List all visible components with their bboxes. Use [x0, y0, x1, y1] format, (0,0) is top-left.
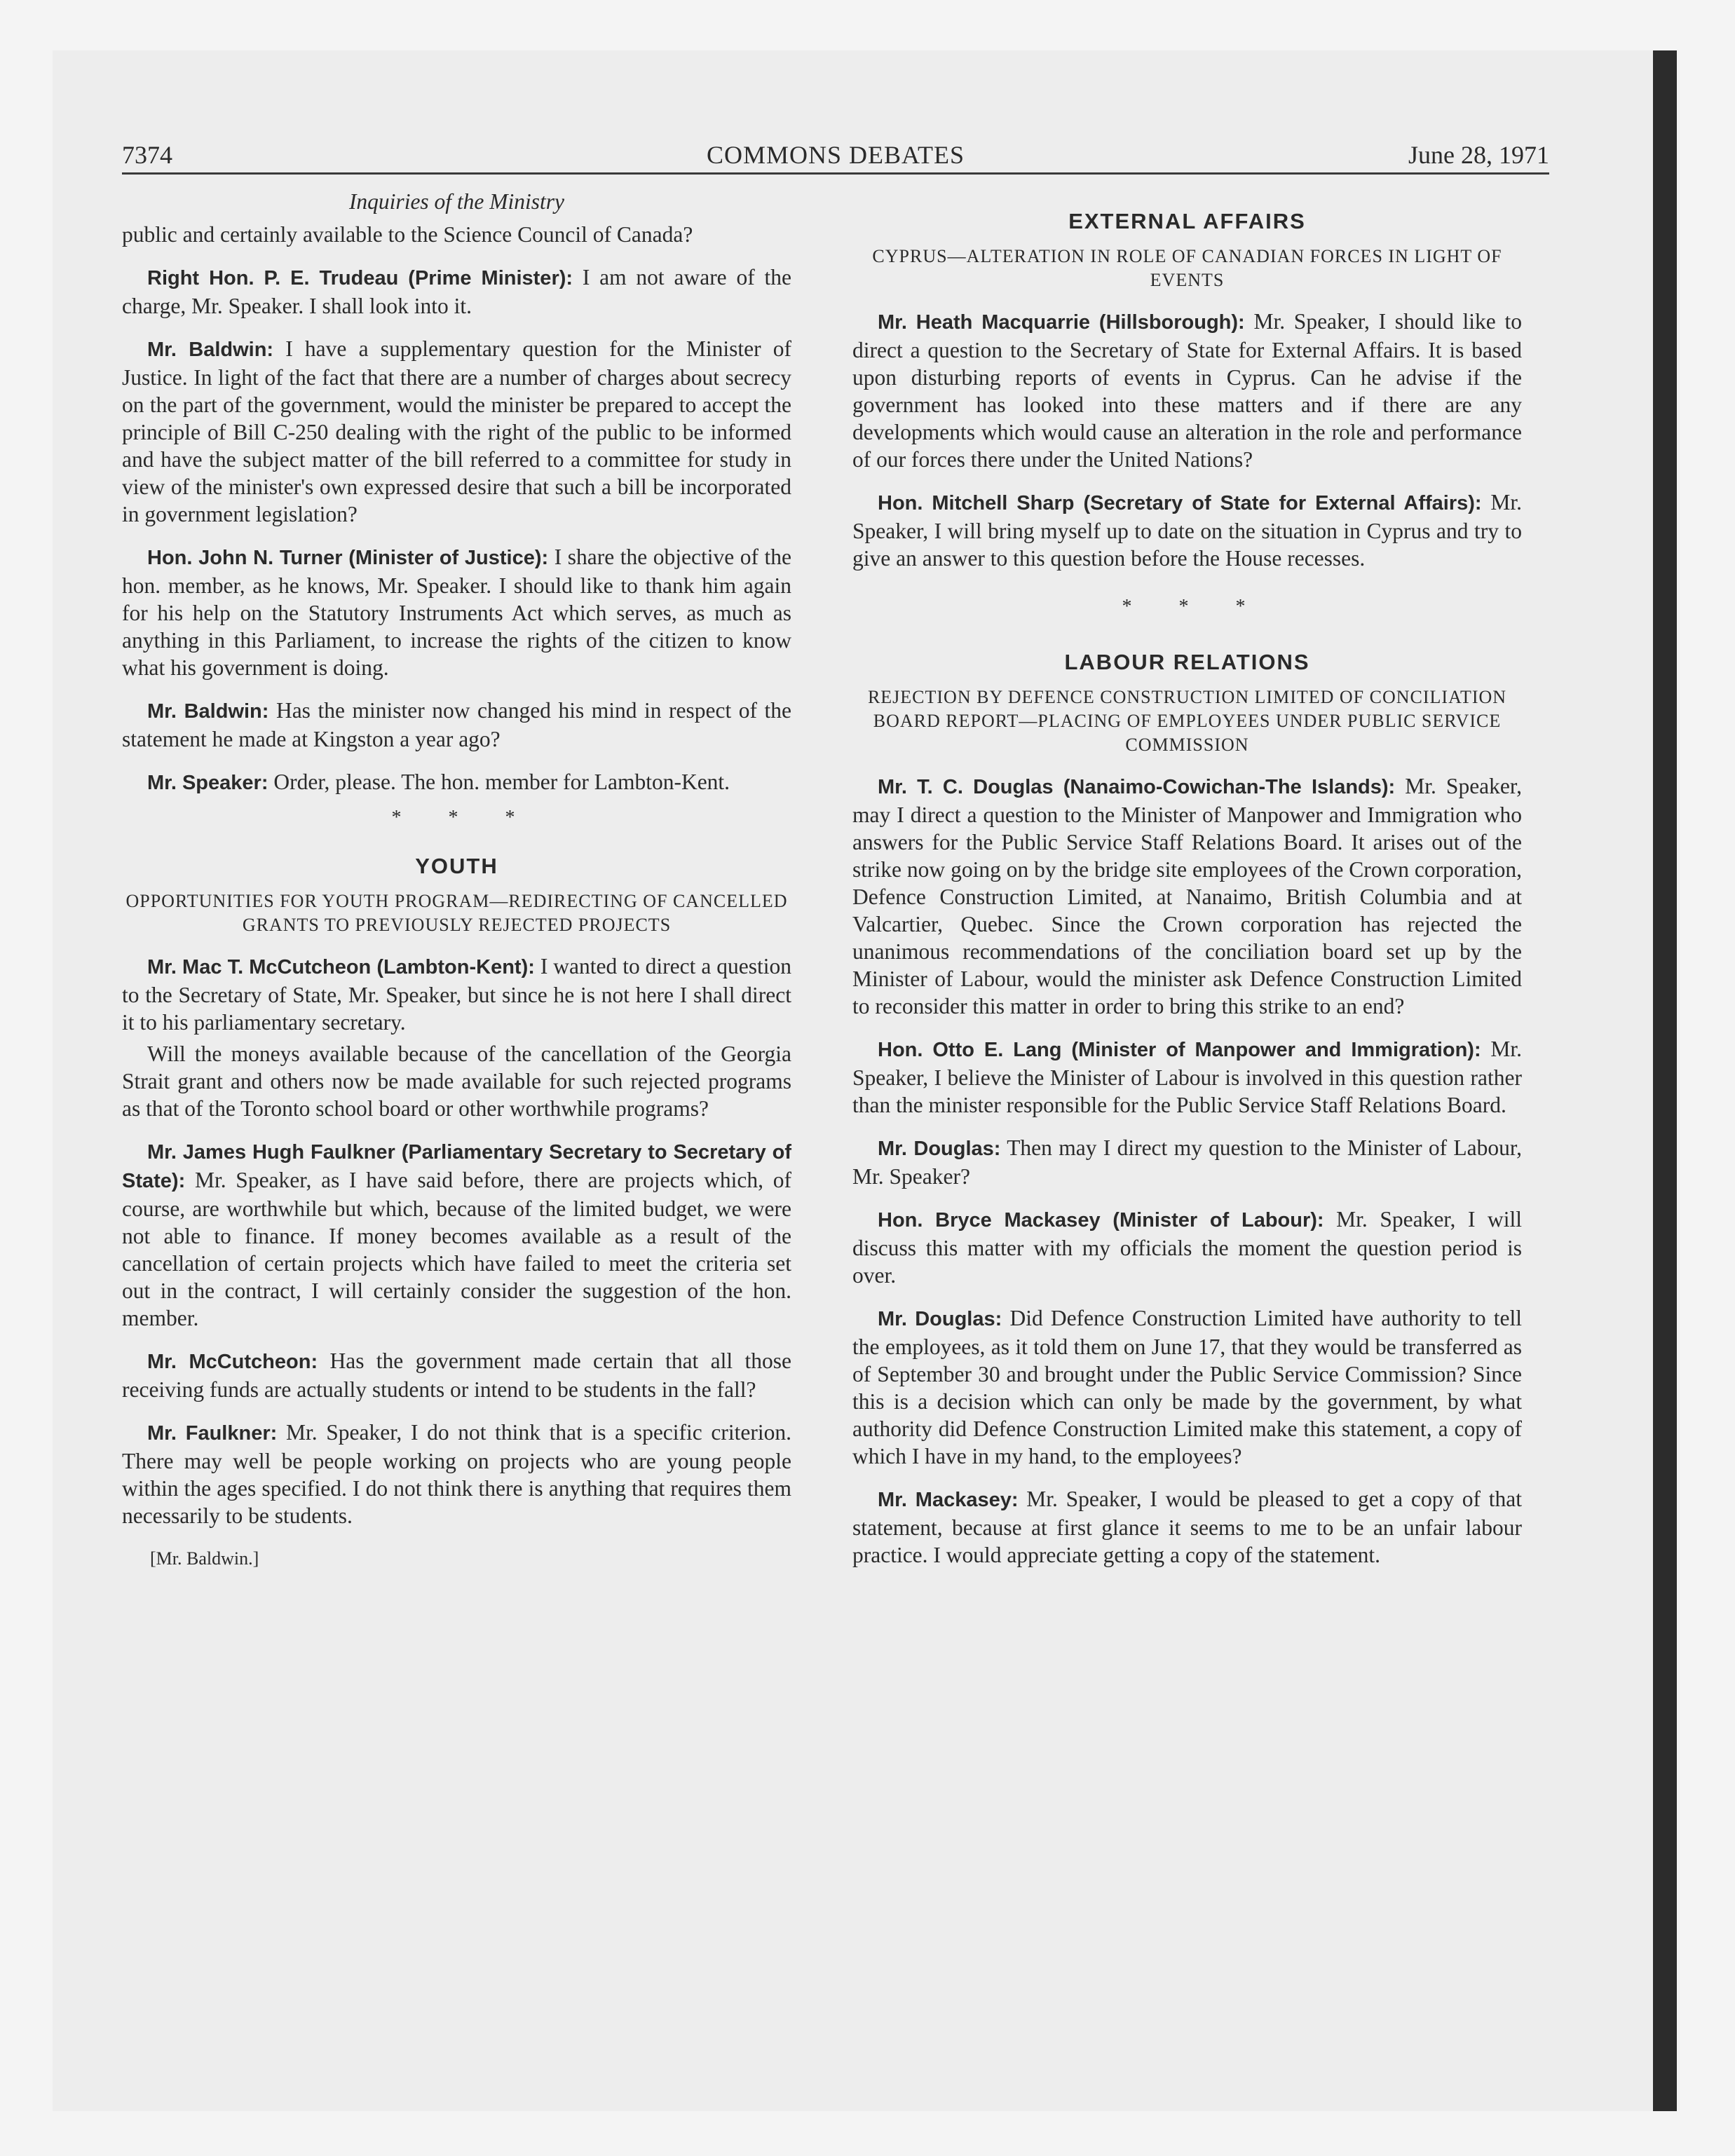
paragraph-text: Mr. Speaker, I believe the Minister of Labour is involved in this question rather than the minister responsible for the Public Service Staff Relations Board.	[852, 1037, 1522, 1117]
paragraph-text: Order, please. The hon. member for Lambton-Kent.	[268, 770, 730, 794]
speaker-name: Mr. Douglas:	[878, 1308, 1002, 1330]
paragraph-text: Will the moneys available because of the cancellation of the Georgia Strait grant and others now be made available for such rejected programs as that of the Toronto school board or other worthwhile programs?	[122, 1042, 791, 1121]
right-column	[852, 188, 1522, 1584]
paragraph-text: I have a supplementary question for the Minister of Justice. In light of the fact that there are a number of charges about secrecy on the part of the government, would the minister be prepared to accept the principle of Bill C-250 dealing with the right of the public to be informed and have the subject matter of the bill referred to a committee for study in view of the minister's own expressed desire that such a bill be incorporated in government legislation?	[122, 336, 791, 526]
speaker-name: Mr. T. C. Douglas (Nanaimo-Cowichan-The Islands):	[878, 776, 1396, 798]
paragraph	[852, 772, 1522, 1020]
paragraph-text: Did Defence Construction Limited have authority to tell the employees, as it told them on June 17, that they would be transferred as of September 30 and brought under the Public Service Commission? Since this is a decision which can only be made by the government, by what authority did Defence Construction Limited make this statement, a copy of which I have in my hand, to the employees?	[852, 1306, 1522, 1468]
paragraph	[852, 1206, 1522, 1289]
speaker-name: Mr. James Hugh Faulkner (Parliamentary Secretary to Secretary of State):	[122, 1141, 791, 1192]
paragraph-text: Mr. Speaker, as I have said before, there are projects which, of course, are worthwhile but which, because of the limited budget, we were not able to finance. If money becomes available as a result of the cancellation of certain projects which have failed to meet the criteria set out in the contract, I will certainly consider the suggestion of the hon. member.	[122, 1168, 791, 1330]
speaker-name: Mr. Douglas:	[878, 1138, 1001, 1160]
paragraph-text: public and certainly available to the Science Council of Canada?	[122, 222, 693, 247]
paragraph-text: Mr. Speaker, may I direct a question to the Minister of Manpower and Immigration who answers for the Public Service Staff Relations Board. It arises out of the strike now going on by the bridge site employees of the Crown corporation, Defence Construction Limited, at Nanaimo, British Columbia and at Valcartier, Quebec. Since the Crown corporation has rejected the unanimous recommendations of the conciliation board set up by the Minister of Labour, would the minister ask Defence Construction Limited to reconsider this matter in order to bring this strike to an end?	[852, 774, 1522, 1018]
subject-heading: OPPORTUNITIES FOR YOUTH PROGRAM—REDIRECTING OF CANCELLED GRANTS TO PREVIOUSLY REJECTED PROJECTS	[125, 891, 788, 935]
paragraph	[852, 1304, 1522, 1470]
paragraph	[122, 1419, 791, 1529]
page-number: 7374	[122, 141, 172, 169]
speaker-name: Mr. Heath Macquarrie (Hillsborough):	[878, 311, 1245, 334]
publication-title: COMMONS DEBATES	[706, 141, 965, 169]
section-separator: * * *	[1122, 596, 1267, 618]
section-title: LABOUR RELATIONS	[1064, 650, 1310, 674]
paragraph	[122, 1040, 791, 1122]
section-title: EXTERNAL AFFAIRS	[1068, 209, 1306, 233]
paragraph	[122, 768, 791, 797]
paragraph-text: I share the objective of the hon. member, as he knows, Mr. Speaker. I should like to thank him again for his help on the Statutory Instruments Act which serves, as much as anything in this Parliament, to increase the rights of the citizen to know what his government is doing.	[122, 545, 791, 680]
page-date: June 28, 1971	[1408, 141, 1549, 169]
page-header	[122, 139, 1549, 175]
paragraph	[122, 221, 791, 248]
paragraph-text: Has the minister now changed his mind in respect of the statement he made at Kingston a year ago?	[122, 698, 791, 751]
speaker-name: Mr. Mackasey:	[878, 1489, 1019, 1511]
speaker-name: Hon. Mitchell Sharp (Secretary of State for External Affairs):	[878, 492, 1482, 514]
speaker-name: Right Hon. P. E. Trudeau (Prime Minister):	[147, 267, 573, 289]
section-title: YOUTH	[415, 854, 498, 878]
speaker-name: Hon. Bryce Mackasey (Minister of Labour):	[878, 1209, 1324, 1231]
paragraph	[122, 953, 791, 1036]
speaker-footnote: [Mr. Baldwin.]	[150, 1548, 259, 1569]
speaker-name: Hon. Otto E. Lang (Minister of Manpower and Immigration):	[878, 1039, 1481, 1061]
paragraph-text: Mr. Speaker, I would be pleased to get a copy of that statement, because at first glance it seems to me to be an unfair labour practice. I would appreciate getting a copy of the statement.	[852, 1487, 1522, 1567]
left-column	[122, 188, 791, 1572]
paragraph	[122, 543, 791, 681]
speaker-name: Mr. Mac T. McCutcheon (Lambton-Kent):	[147, 956, 535, 978]
paragraph-text: Has the government made certain that all those receiving funds are actually students or intend to be students in the fall?	[122, 1349, 791, 1402]
subject-heading: CYPRUS—ALTERATION IN ROLE OF CANADIAN FORCES IN LIGHT OF EVENTS	[872, 246, 1502, 290]
speaker-name: Mr. Baldwin:	[147, 339, 274, 361]
section-separator: * * *	[391, 807, 536, 828]
hansard-page	[122, 139, 1549, 2059]
paragraph	[122, 264, 791, 320]
paragraph	[852, 1134, 1522, 1190]
paragraph	[852, 489, 1522, 572]
scan-edge-shadow	[1653, 50, 1677, 2111]
speaker-name: Mr. Speaker:	[147, 772, 268, 794]
paragraph	[852, 308, 1522, 473]
paragraph-text: Mr. Speaker, I will bring myself up to date on the situation in Cyprus and try to give an answer to this question before the House recesses.	[852, 490, 1522, 571]
subject-heading: REJECTION BY DEFENCE CONSTRUCTION LIMITED OF CONCILIATION BOARD REPORT—PLACING OF EMPLOYEES UNDER PUBLIC SERVICE COMMISSION	[867, 687, 1507, 755]
paragraph	[122, 335, 791, 528]
speaker-name: Mr. Faulkner:	[147, 1422, 278, 1445]
paragraph-text: Mr. Speaker, I will discuss this matter with my officials the moment the question period is over.	[852, 1207, 1523, 1288]
paragraph-text: Mr. Speaker, I do not think that is a specific criterion. There may well be people working on projects who are young people within the ages specified. I do not think there is anything that requires them necessarily to be students.	[122, 1420, 791, 1528]
running-head: Inquiries of the Ministry	[348, 189, 565, 214]
speaker-name: Hon. John N. Turner (Minister of Justice):	[147, 547, 549, 569]
paragraph-text: I wanted to direct a question to the Secretary of State, Mr. Speaker, but since he is not here I shall direct it to his parliamentary secretary.	[122, 954, 791, 1035]
paragraph	[852, 1485, 1522, 1569]
paragraph-text: Mr. Speaker, I should like to direct a question to the Secretary of State for External Affairs. It is based upon disturbing reports of events in Cyprus. Can he advise if the government has looked into these matters and if there are any developments which would cause an alteration in the role and performance of our forces there under the United Nations?	[852, 309, 1522, 472]
speaker-name: Mr. McCutcheon:	[147, 1351, 318, 1373]
paragraph	[852, 1035, 1522, 1119]
paragraph-text: I am not aware of the charge, Mr. Speaker. I shall look into it.	[122, 265, 791, 318]
speaker-name: Mr. Baldwin:	[147, 700, 269, 723]
paragraph-text: Then may I direct my question to the Minister of Labour, Mr. Speaker?	[852, 1135, 1522, 1189]
paragraph	[122, 1347, 791, 1403]
paragraph	[122, 697, 791, 753]
paragraph	[122, 1138, 791, 1332]
